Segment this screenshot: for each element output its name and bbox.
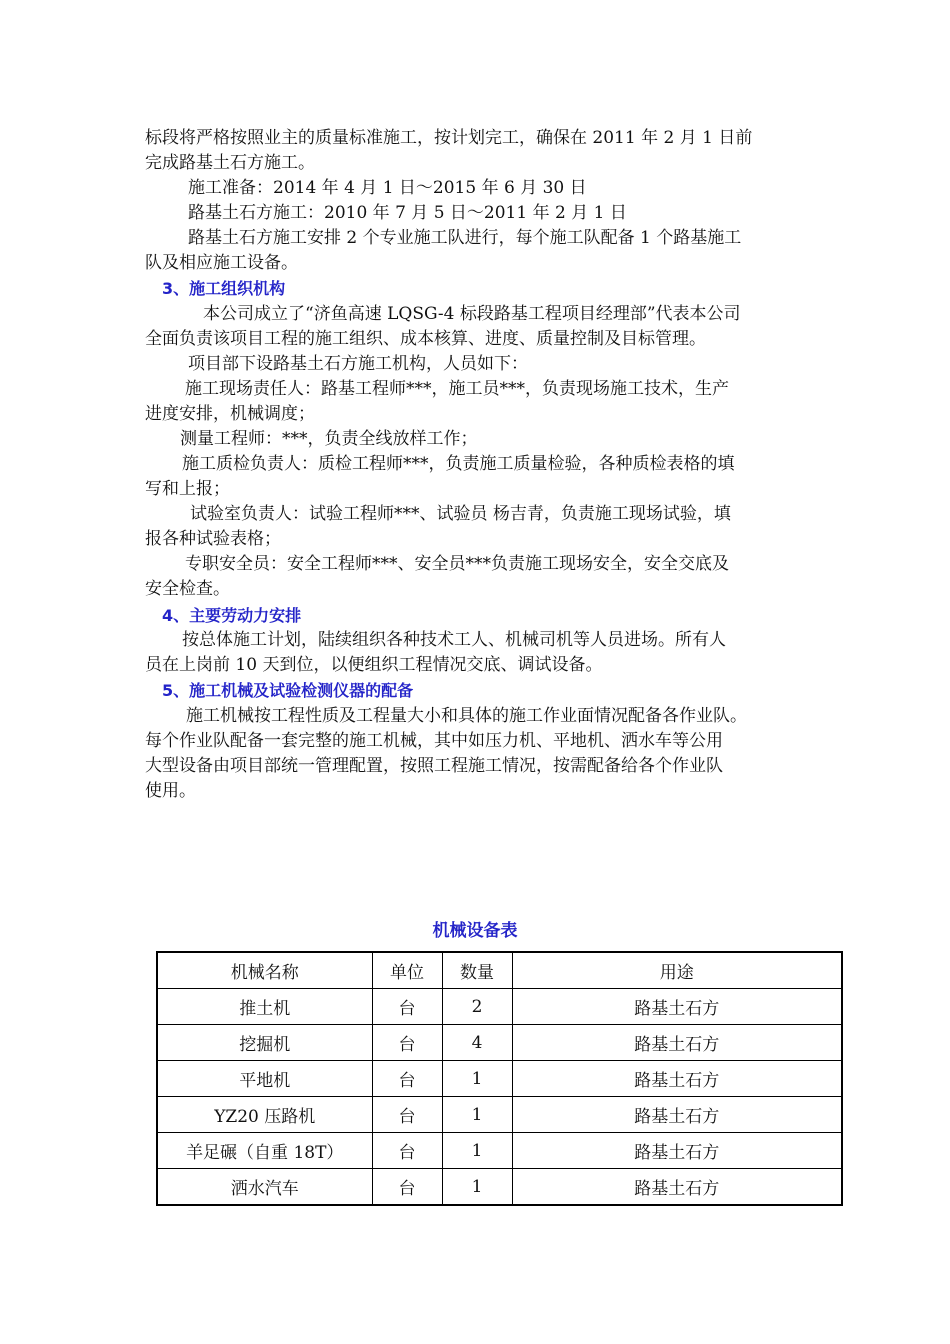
- table-cell: 平地机: [157, 1061, 372, 1097]
- paragraph-line: 队及相应施工设备。: [145, 253, 298, 273]
- paragraph-line: 试验室负责人：试验工程师***、试验员 杨吉青，负责施工现场试验，填: [190, 504, 731, 524]
- paragraph-line: 施工现场责任人：路基工程师***，施工员***，负责现场施工技术，生产: [185, 379, 729, 399]
- section-heading: 5、施工机械及试验检测仪器的配备: [162, 681, 414, 700]
- table-cell: 台: [372, 1169, 442, 1206]
- paragraph-line: 专职安全员：安全工程师***、安全员***负责施工现场安全，安全交底及: [185, 554, 729, 574]
- paragraph-line: 路基土石方施工：2010 年 7 月 5 日～2011 年 2 月 1 日: [188, 203, 627, 223]
- table-cell: 台: [372, 1061, 442, 1097]
- table-cell: 台: [372, 989, 442, 1025]
- paragraph-line: 每个作业队配备一套完整的施工机械，其中如压力机、平地机、洒水车等公用: [145, 731, 723, 751]
- equipment-table: [156, 951, 843, 1206]
- paragraph-line: 完成路基土石方施工。: [145, 153, 315, 173]
- table-row: [157, 1097, 842, 1133]
- table-row: [157, 1061, 842, 1097]
- table-row: [157, 989, 842, 1025]
- table-cell: 台: [372, 1025, 442, 1061]
- paragraph-line: 大型设备由项目部统一管理配置，按照工程施工情况，按需配备给各个作业队: [145, 756, 723, 776]
- header-cell: 机械名称: [157, 952, 372, 989]
- table-cell: 路基土石方: [512, 1097, 842, 1133]
- table-row: [157, 1133, 842, 1169]
- table-cell: 路基土石方: [512, 1169, 842, 1206]
- paragraph-line: 写和上报；: [145, 479, 230, 499]
- paragraph-line: 路基土石方施工安排 2 个专业施工队进行，每个施工队配备 1 个路基施工: [188, 228, 742, 248]
- paragraph-line: 按总体施工计划，陆续组织各种技术工人、机械司机等人员进场。所有人: [182, 630, 726, 650]
- table-title: 机械设备表: [432, 921, 518, 941]
- table-cell: 1: [442, 1169, 512, 1206]
- paragraph-line: 安全检查。: [145, 579, 230, 599]
- header-cell: 用途: [512, 952, 842, 989]
- table-cell: 1: [442, 1097, 512, 1133]
- table-cell: 台: [372, 1097, 442, 1133]
- table-cell: 路基土石方: [512, 989, 842, 1025]
- paragraph-line: 报各种试验表格；: [145, 529, 281, 549]
- paragraph-line: 项目部下设路基土石方施工机构，人员如下：: [188, 354, 528, 374]
- paragraph-line: 本公司成立了“济鱼高速 LQSG-4 标段路基工程项目经理部”代表本公司: [203, 304, 741, 324]
- section-heading: 3、施工组织机构: [162, 279, 286, 298]
- paragraph-line: 员在上岗前 10 天到位，以便组织工程情况交底、调试设备。: [145, 655, 603, 675]
- header-cell: 单位: [372, 952, 442, 989]
- paragraph-line: 标段将严格按照业主的质量标准施工，按计划完工，确保在 2011 年 2 月 1 日前: [145, 128, 753, 148]
- paragraph-line: 施工质检负责人：质检工程师***，负责施工质量检验，各种质检表格的填: [182, 454, 735, 474]
- table-cell: 4: [442, 1025, 512, 1061]
- header-cell: 数量: [442, 952, 512, 989]
- paragraph-line: 施工准备：2014 年 4 月 1 日～2015 年 6 月 30 日: [188, 178, 587, 198]
- table-cell: 洒水汽车: [157, 1169, 372, 1206]
- table-row: [157, 1025, 842, 1061]
- table-cell: 路基土石方: [512, 1133, 842, 1169]
- paragraph-line: 施工机械按工程性质及工程量大小和具体的施工作业面情况配备各作业队。: [186, 706, 747, 726]
- table-cell: 2: [442, 989, 512, 1025]
- paragraph-line: 测量工程师：***，负责全线放样工作；: [180, 429, 478, 449]
- paragraph-line: 进度安排，机械调度；: [145, 404, 315, 424]
- section-heading: 4、主要劳动力安排: [162, 606, 302, 625]
- table-cell: YZ20 压路机: [157, 1097, 372, 1133]
- table-cell: 台: [372, 1133, 442, 1169]
- table-cell: 1: [442, 1133, 512, 1169]
- paragraph-line: 使用。: [145, 781, 196, 801]
- table-cell: 推土机: [157, 989, 372, 1025]
- table-cell: 路基土石方: [512, 1025, 842, 1061]
- table-cell: 挖掘机: [157, 1025, 372, 1061]
- table-cell: 1: [442, 1061, 512, 1097]
- table-cell: 路基土石方: [512, 1061, 842, 1097]
- table-row: [157, 1169, 842, 1206]
- table-header-row: [157, 952, 842, 989]
- table-cell: 羊足碾（自重 18T）: [157, 1133, 372, 1169]
- paragraph-line: 全面负责该项目工程的施工组织、成本核算、进度、质量控制及目标管理。: [145, 329, 706, 349]
